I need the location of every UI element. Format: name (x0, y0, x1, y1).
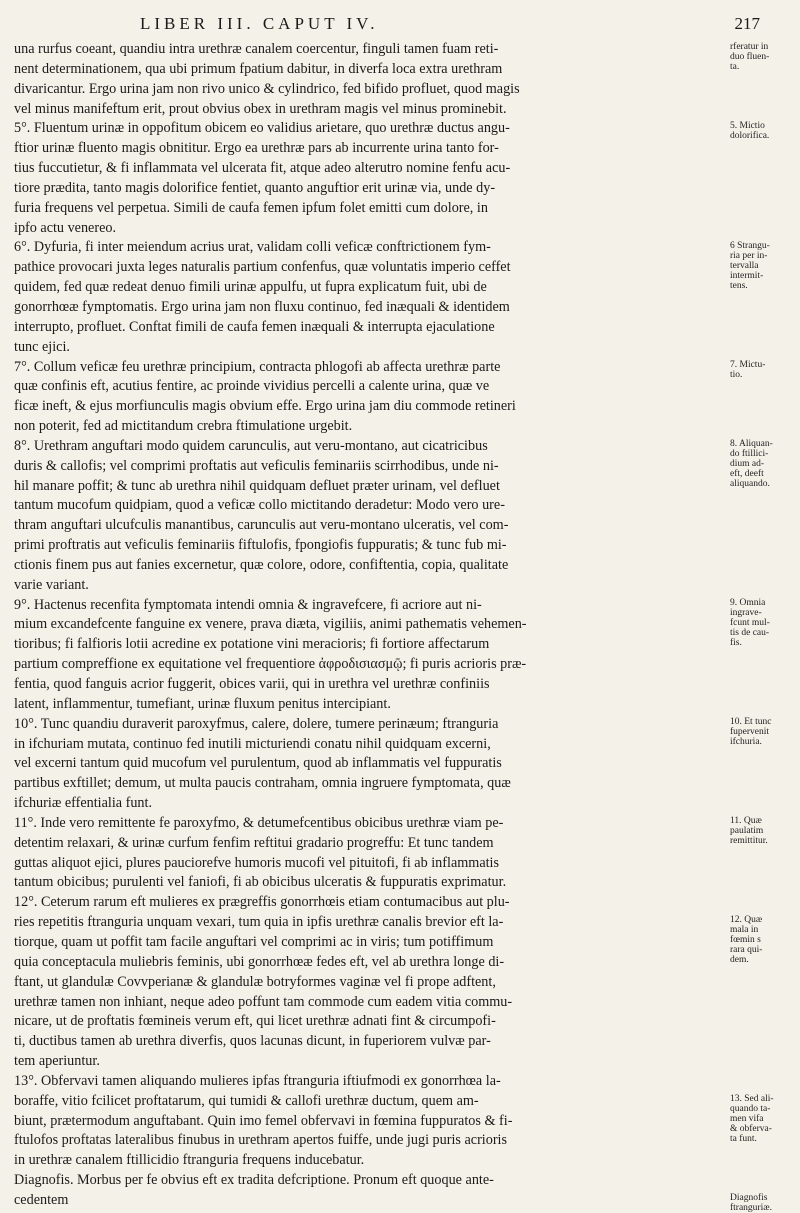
text-line: 6°. Dyfuria, fi inter meiendum acrius urat, validam colli veficæ conftrictionem fym- (14, 239, 491, 256)
margin-note-line: 7. Mictu- (730, 359, 766, 370)
text-line: furia frequens vel perpetua. Simili de caufa femen ipfum folet emitti cum dolore, in (14, 199, 488, 216)
margin-note (730, 360, 798, 380)
text-line: primi proftratis aut veficulis feminariis fiftulofis, fpongiofis fuppuratis; & tunc fub mi- (14, 537, 507, 554)
text-line: tunc ejici. (14, 338, 70, 355)
margin-note (730, 121, 798, 141)
margin-note-line: 8. Aliquan- (730, 439, 773, 449)
text-line: Diagnofis. Morbus per fe obvius eft ex tradita defcriptione. Pronum eft quoque ante- (14, 1172, 494, 1189)
text-line: tiorque, quam ut poffit tam facile anguftari vel comprimi ac in viris; tum potiffimum (14, 933, 494, 950)
margin-note-line: rara qui- (730, 945, 763, 956)
text-line: ipfo actu venereo. (14, 219, 117, 236)
margin-note-line: & obferva- (730, 1124, 772, 1135)
text-line: biunt, prætermodum anguftabant. Quin imo femel obfervavi in fœmina fuppuratos & fi- (14, 1112, 513, 1129)
margin-note (730, 1094, 798, 1144)
text-line: partium compreffione ex equitatione vel frequentiore ἀφροδισιασμῷ; fi puris acrioris præ- (14, 656, 527, 673)
margin-note (730, 598, 798, 648)
margin-note-line: 13. Sed ali- (730, 1094, 774, 1105)
margin-note (730, 915, 798, 965)
text-line: ifchuriæ effentialia funt. (14, 795, 153, 812)
margin-note (730, 439, 798, 489)
text-line: 10°. Tunc quandiu duraverit paroxyfmus, calere, dolere, tumere perinæum; ftranguria (14, 715, 499, 732)
text-line: pathice provocari juxta leges naturalis partium confenfus, quæ voluntatis imperio ceffet (14, 259, 511, 276)
text-line: tantum obicibus; purulenti vel faniofi, fi ab obicibus ulceratis & fuppuratis exprimatur. (14, 874, 507, 891)
margin-note (730, 42, 798, 72)
margin-note-line: aliquando. (730, 479, 770, 489)
margin-note-line: mala in (730, 925, 759, 936)
text-line: duris & callofis; vel comprimi proftatis aut veficulis feminariis scirrhodibus, unde ni- (14, 457, 499, 474)
margin-note-line: dolorifica. (730, 131, 770, 142)
body-text (14, 40, 720, 1211)
margin-note-line: ifchuria. (730, 736, 762, 747)
page-number: 217 (734, 14, 760, 33)
text-line: ries repetitis ftranguria unquam vexari, tum quia in ipfis urethræ canalis brevior eft la- (14, 914, 504, 931)
text-line: ftior urinæ fluento magis obnititur. Ergo ea urethræ pars ab incurrente urina tanto for- (14, 140, 499, 157)
text-line: tioribus; fi falfioris lotii acredine ex potatione vini meracioris; fi fortiore affectarum (14, 636, 490, 653)
margin-note-line: intermit- (730, 270, 764, 281)
margin-note-line: ta funt. (730, 1134, 757, 1145)
margin-note-line: eft, deeft (730, 469, 764, 479)
text-line: nicare, ut de proftatis fœmineis verum eft, qui licet urethræ adnati fint & circumpofi- (14, 1013, 496, 1030)
text-line: gonorrhœæ fymptomatis. Ergo urina jam non fluxu continuo, fed inæquali & identidem (14, 298, 510, 315)
text-line: latent, inflammentur, tumefiant, urinæ fluxum penitus intercipiant. (14, 695, 391, 712)
text-line: 7°. Collum veficæ feu urethræ principium, contracta phlogofi ab affecta urethræ parte (14, 358, 501, 375)
margin-note-line: ftranguriæ. (730, 1203, 772, 1213)
margin-note-line: dem. (730, 955, 749, 966)
margin-note-line: remittitur. (730, 836, 768, 847)
margin-note-line: ria per in- (730, 250, 768, 261)
text-line: detentim relaxari, & urinæ curfum fenfim reftitui gradario progreffu: Et tunc tandem (14, 834, 494, 851)
margin-note (730, 1193, 798, 1213)
margin-note (730, 241, 798, 291)
margin-note-line: do ftillici- (730, 449, 769, 459)
text-line: ti, ductibus tamen ab urethra diverfis, quos lacunas dicunt, in fuperiorem vulvæ par- (14, 1033, 491, 1050)
text-line: boraffe, vitio fcilicet proftatarum, qui tumidi & callofi urethræ ductum, quem am- (14, 1092, 479, 1109)
margin-note-line: Diagnofis (730, 1193, 768, 1204)
text-line: vel minus manifeftum erit, prout obvius obex in urethram magis vel minus prominebit. (14, 100, 507, 117)
text-line: urethræ tamen non inhiant, neque adeo poffunt tam commode cum eadem vitia commu- (14, 993, 513, 1010)
text-line: 5°. Fluentum urinæ in oppofitum obicem eo validius arietare, quo urethræ ductus angu- (14, 120, 510, 137)
running-title: LIBER III. CAPUT IV. (140, 14, 379, 33)
margin-note (730, 816, 798, 846)
text-line: 9°. Hactenus recenfita fymptomata intendi omnia & ingravefcere, fi acriore aut ni- (14, 596, 482, 613)
text-line: partibus exftillet; demum, ut multa paucis contraham, omnia ingruere fymptomata, quæ (14, 775, 511, 792)
text-line: ctionis finem pus aut fanies excernetur, quæ colore, odore, confiftentia, copia, qualitate (14, 556, 509, 573)
margin-note-line: tio. (730, 369, 743, 380)
text-line: vel excerni tantum quid mucofum vel purulentum, quod ab inflammatis vel fuppuratis (14, 755, 502, 772)
margin-note-line: fœmin s (730, 935, 761, 946)
margin-note-line: tervalla (730, 260, 759, 271)
text-line: quæ confinis eft, acutius fentire, ac proinde vividius percelli a calente urina, quæ ve (14, 378, 490, 395)
text-line: una rurfus coeant, quandiu intra urethræ canalem coercentur, finguli tamen fuam reti- (14, 41, 499, 57)
text-line: guttas aliquot ejici, plures pauciorefve humoris mucofi vel pituitofi, fi ab inflammatis (14, 854, 500, 871)
text-line: tiore prædita, tanto magis dolorifice fentiet, quanto anguftior erit urinæ via, unde dy- (14, 179, 496, 196)
text-line: hil manare poffit; & tunc ab urethra nihil quidquam defluet præter urinam, vel defluet (14, 477, 500, 494)
margin-note-line: ta. (730, 62, 740, 72)
margin-note-line: rferatur in (730, 42, 769, 52)
text-line: 11°. Inde vero remittente fe paroxyfmo, & detumefcentibus obicibus urethræ viam pe- (14, 814, 504, 831)
text-line: tius fuccutietur, & fi inflammata vel ulcerata fit, atque adeo alterutro nomine fenfu acu- (14, 160, 511, 177)
text-line: tem aperiuntur. (14, 1053, 100, 1070)
text-line: cedentem (14, 1191, 69, 1208)
margin-note-line: tis de cau- (730, 627, 770, 638)
text-line: quia conceptacula muliebris feminis, ubi gonorrhœæ fedes eft, vel ab urethra longe di- (14, 953, 505, 970)
text-line: in urethræ canalem ftillicidio ftranguria frequens inducebatur. (14, 1152, 365, 1169)
margin-note-line: fupervenit (730, 726, 770, 737)
margin-note-line: ingrave- (730, 607, 762, 618)
margin-note-line: 10. Et tunc (730, 716, 772, 727)
margin-note-line: fcunt mul- (730, 617, 770, 628)
text-line: 8°. Urethram anguftari modo quidem carunculis, aut veru-montano, aut cicatricibus (14, 437, 488, 454)
text-line: fentia, quod fanguis acrior fuggerit, obices varii, qui in urethra vel urethræ confiniis (14, 676, 490, 692)
text-line: ftulofos proftatas lateralibus finubus in urethram apertos fuiffe, unde jugi puris acrioris (14, 1132, 508, 1149)
text-line: interrupto, profluet. Conftat fimili de caufa femen inæquali & interrupta ejaculatione (14, 318, 495, 335)
text-line: nent determinationem, qua ubi primum fpatium dabitur, in diverfa loca extra urethram (14, 60, 503, 77)
text-line: ficæ ineft, & ejus morfiunculis magis obvium effe. Ergo urina jam diu commode retineri (14, 398, 516, 415)
margin-note-line: quando ta- (730, 1104, 771, 1115)
text-line: mium excandefcente fanguine ex venere, prava diæta, vigiliis, animi pathematis vehemen- (14, 616, 527, 633)
margin-note-line: 11. Quæ (730, 816, 762, 827)
text-line: thram anguftari ulcufculis manantibus, carunculis aut veru-montano ulceratis, vel com- (14, 517, 509, 534)
text-line: 13°. Obfervavi tamen aliquando mulieres ipfas ftranguria iftiufmodi ex gonorrhœa la- (14, 1072, 501, 1089)
text-line: in ifchuriam mutata, continuo fed inutili micturiendi conatu nihil quidquam excerni, (14, 735, 491, 752)
text-line: ftant, ut glandulæ Covvperianæ & glandulæ botryformes vaginæ vel fi prope adftent, (14, 973, 496, 990)
margin-note-line: 5. Mictio (730, 121, 765, 132)
margin-note-line: men vifa (730, 1114, 764, 1125)
margin-note (730, 717, 798, 747)
text-line: quidem, fed quæ redeat denuo fimili urinæ appulfu, ut fupra explicatum fuit, ubi de (14, 279, 487, 296)
text-line: tantum mucofum quidpiam, quod a veficæ collo mictitando deradetur: Modo vero ure- (14, 497, 505, 514)
margin-note-line: fis. (730, 637, 742, 648)
text-line: 12°. Ceterum rarum eft mulieres ex prægreffis gonorrhœis etiam contumacibus aut plu- (14, 894, 510, 911)
margin-note-line: paulatim (730, 826, 764, 837)
margin-note-line: duo fluen- (730, 52, 770, 62)
running-header (60, 14, 760, 36)
margin-note-line: tens. (730, 280, 748, 291)
margin-note-line: dium ad- (730, 459, 765, 469)
text-line: divaricantur. Ergo urina jam non rivo unico & cylindrico, fed bifido profluet, quod magis (14, 80, 520, 97)
margin-note-line: 6 Strangu- (730, 240, 770, 251)
text-line: varie variant. (14, 576, 89, 593)
margin-note-line: 12. Quæ (730, 915, 763, 926)
text-line: non poterit, fed ad mictitandum crebra ftimulatione urgebit. (14, 418, 353, 435)
margin-note-line: 9. Omnia (730, 597, 766, 608)
